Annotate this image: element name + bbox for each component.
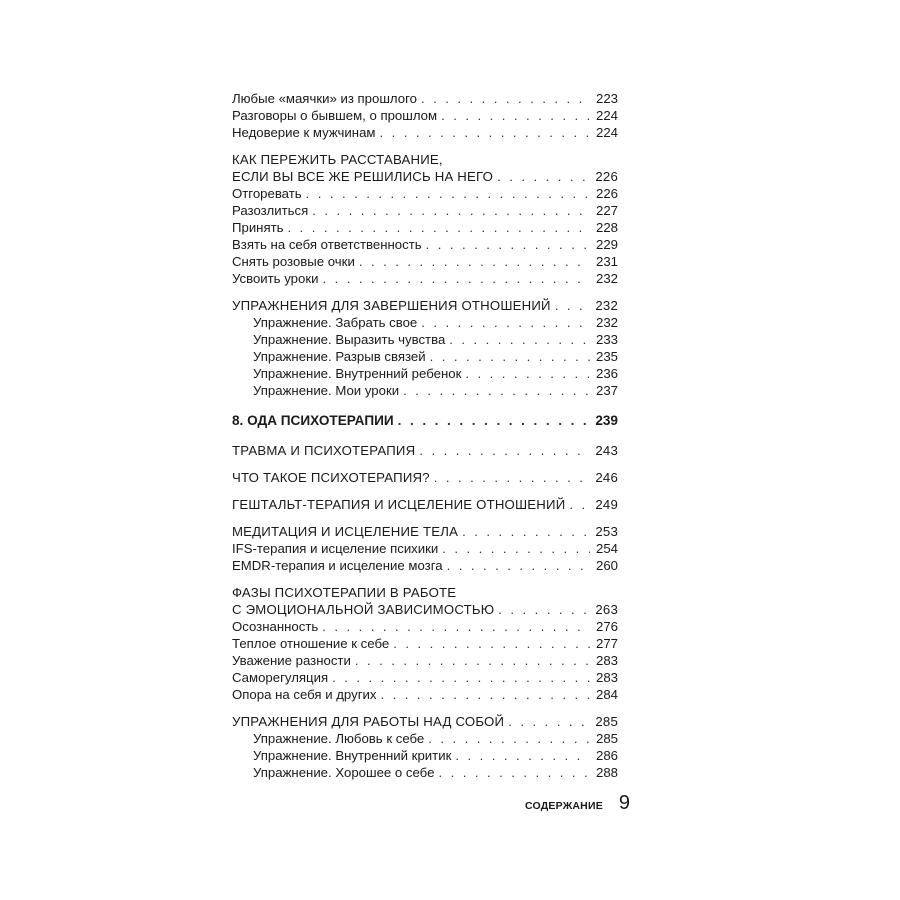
- toc-entry[interactable]: [232, 713, 618, 730]
- toc-page-number: 284: [595, 687, 618, 702]
- toc-entry[interactable]: [232, 652, 618, 669]
- toc-page-number: 286: [595, 748, 618, 763]
- toc-entry-title: Разозлиться: [232, 203, 309, 218]
- toc-entry-title: Упражнение. Забрать свое: [253, 315, 418, 330]
- toc-entry[interactable]: [232, 496, 618, 513]
- toc-page-number: 260: [595, 558, 618, 573]
- section-spacer: [232, 429, 618, 442]
- dot-leader: [288, 219, 590, 236]
- toc-entry-title: Взять на себя ответственность: [232, 237, 422, 252]
- toc-page-number: 235: [595, 349, 618, 364]
- dot-leader: [442, 540, 590, 557]
- toc-subentry[interactable]: [232, 747, 618, 764]
- toc-entry-title: EMDR-терапия и исцеление мозга: [232, 558, 443, 573]
- toc-page-number: 283: [595, 653, 618, 668]
- toc-entry-title: ЧТО ТАКОЕ ПСИХОТЕРАПИЯ?: [232, 470, 430, 485]
- toc-entry-title: УПРАЖНЕНИЯ ДЛЯ ЗАВЕРШЕНИЯ ОТНОШЕНИЙ: [232, 298, 551, 313]
- toc-entry-title: МЕДИТАЦИЯ И ИСЦЕЛЕНИЕ ТЕЛА: [232, 524, 459, 539]
- dot-leader: [455, 747, 590, 764]
- toc-entry-title: Осознанность: [232, 619, 319, 634]
- toc-page-number: 229: [595, 237, 618, 252]
- toc-page-number: 224: [595, 108, 618, 123]
- toc-page-number: 254: [595, 541, 618, 556]
- dot-leader: [434, 469, 590, 486]
- toc-page-number: 232: [595, 315, 618, 330]
- toc-entry-title: Упражнение. Хорошее о себе: [253, 765, 435, 780]
- toc-page-number: 233: [595, 332, 618, 347]
- toc-entry-title: УПРАЖНЕНИЯ ДЛЯ РАБОТЫ НАД СОБОЙ: [232, 714, 505, 729]
- toc-subentry[interactable]: [232, 764, 618, 781]
- dot-leader: [393, 635, 590, 652]
- toc-page-number: 226: [595, 169, 618, 184]
- toc-entry[interactable]: [232, 635, 618, 652]
- page-number: 9: [618, 792, 631, 814]
- toc-entry-title: Упражнение. Внутренний критик: [253, 748, 452, 763]
- section-spacer: [232, 141, 618, 151]
- toc-subentry[interactable]: [232, 730, 618, 747]
- running-head: СОДЕРЖАНИЕ: [525, 800, 603, 812]
- toc-entry[interactable]: [232, 618, 618, 635]
- dot-leader: [449, 331, 590, 348]
- toc-page-number: 224: [595, 125, 618, 140]
- dot-leader: [555, 297, 590, 314]
- dot-leader: [355, 652, 590, 669]
- toc-entry-title: Отгоревать: [232, 186, 302, 201]
- dot-leader: [332, 669, 590, 686]
- toc-entry[interactable]: [232, 686, 618, 703]
- toc-page-number: 231: [595, 254, 618, 269]
- toc-page-number: 288: [595, 765, 618, 780]
- toc-entry-title: Упражнение. Мои уроки: [253, 383, 400, 398]
- dot-leader: [569, 496, 590, 513]
- dot-leader: [465, 365, 590, 382]
- section-spacer: [232, 399, 618, 412]
- dot-leader: [403, 382, 590, 399]
- toc-entry[interactable]: [232, 442, 618, 459]
- dot-leader: [447, 557, 590, 574]
- toc-subentry[interactable]: [232, 365, 618, 382]
- dot-leader: [379, 124, 590, 141]
- dot-leader: [306, 185, 590, 202]
- toc-entry[interactable]: [232, 557, 618, 574]
- toc-subentry[interactable]: [232, 314, 618, 331]
- section-spacer: [232, 287, 618, 297]
- toc-entry[interactable]: [232, 469, 618, 486]
- toc-entry-title: 8. ОДА ПСИХОТЕРАПИИ: [232, 413, 394, 428]
- toc-entry-title: IFS-терапия и исцеление психики: [232, 541, 439, 556]
- toc-subentry[interactable]: [232, 331, 618, 348]
- dot-leader: [322, 618, 590, 635]
- toc-page-number: 232: [595, 271, 618, 286]
- toc-entry[interactable]: [232, 202, 618, 219]
- toc-page-number: 226: [595, 186, 618, 201]
- toc-entry[interactable]: [232, 185, 618, 202]
- toc-subentry[interactable]: [232, 382, 618, 399]
- toc-page-number: 249: [595, 497, 618, 512]
- toc-entry-title: Саморегуляция: [232, 670, 329, 685]
- toc-entry-title: Упражнение. Выразить чувства: [253, 332, 446, 347]
- toc-entry[interactable]: [232, 219, 618, 236]
- toc-page-number: 239: [595, 413, 618, 428]
- toc-page-number: 253: [595, 524, 618, 539]
- toc-page-number: 223: [595, 91, 618, 106]
- toc-page-number: 283: [595, 670, 618, 685]
- toc-page-number: 285: [595, 731, 618, 746]
- toc-heading-line: КАК ПЕРЕЖИТЬ РАССТАВАНИЕ,: [232, 152, 443, 167]
- section-spacer: [232, 486, 618, 496]
- toc-entry[interactable]: [232, 124, 618, 141]
- toc-entry-title: Упражнение. Любовь к себе: [253, 731, 425, 746]
- table-of-contents: [232, 90, 618, 781]
- toc-page-number: 243: [595, 443, 618, 458]
- toc-entry[interactable]: [232, 297, 618, 314]
- toc-page-number: 276: [595, 619, 618, 634]
- toc-heading-line: ФАЗЫ ПСИХОТЕРАПИИ В РАБОТЕ: [232, 585, 457, 600]
- toc-entry-title: С ЭМОЦИОНАЛЬНОЙ ЗАВИСИМОСТЬЮ: [232, 602, 495, 617]
- toc-entry-title: ТРАВМА И ПСИХОТЕРАПИЯ: [232, 443, 416, 458]
- toc-entry[interactable]: [232, 236, 618, 253]
- toc-entry[interactable]: [232, 90, 618, 107]
- toc-entry-title: ЕСЛИ ВЫ ВСЕ ЖЕ РЕШИЛИСЬ НА НЕГО: [232, 169, 494, 184]
- toc-page-number: 227: [595, 203, 618, 218]
- toc-entry-title: Теплое отношение к себе: [232, 636, 390, 651]
- dot-leader: [419, 442, 590, 459]
- toc-entry-title: Принять: [232, 220, 284, 235]
- toc-entry-title: Опора на себя и других: [232, 687, 377, 702]
- toc-subentry[interactable]: [232, 348, 618, 365]
- dot-leader: [421, 314, 590, 331]
- dot-leader: [398, 412, 590, 429]
- toc-entry[interactable]: [232, 540, 618, 557]
- toc-entry[interactable]: [232, 253, 618, 270]
- toc-entry[interactable]: [232, 270, 618, 287]
- toc-entry-title: Упражнение. Внутренний ребенок: [253, 366, 462, 381]
- dot-leader: [428, 730, 590, 747]
- dot-leader: [426, 236, 590, 253]
- toc-page-number: 277: [595, 636, 618, 651]
- toc-entry[interactable]: [232, 669, 618, 686]
- toc-chapter-entry[interactable]: [232, 412, 618, 429]
- toc-page-number: 237: [595, 383, 618, 398]
- toc-entry-title: Любые «маячки» из прошлого: [232, 91, 417, 106]
- dot-leader: [359, 253, 590, 270]
- toc-entry-title: Недоверие к мужчинам: [232, 125, 376, 140]
- toc-entry-title: ГЕШТАЛЬТ-ТЕРАПИЯ И ИСЦЕЛЕНИЕ ОТНОШЕНИЙ: [232, 497, 566, 512]
- section-spacer: [232, 703, 618, 713]
- toc-entry[interactable]: [232, 523, 618, 540]
- dot-leader: [508, 713, 590, 730]
- toc-entry-title: Упражнение. Разрыв связей: [253, 349, 426, 364]
- toc-page-number: 232: [595, 298, 618, 313]
- toc-entry[interactable]: [232, 107, 618, 124]
- page-footer: [525, 792, 630, 815]
- dot-leader: [322, 270, 590, 287]
- toc-entry-title: Усвоить уроки: [232, 271, 319, 286]
- toc-entry[interactable]: [232, 168, 618, 185]
- toc-entry[interactable]: [232, 601, 618, 618]
- toc-page-number: 285: [595, 714, 618, 729]
- toc-page-number: 263: [595, 602, 618, 617]
- toc-page-number: 228: [595, 220, 618, 235]
- dot-leader: [441, 107, 590, 124]
- dot-leader: [462, 523, 590, 540]
- toc-entry-title: Разговоры о бывшем, о прошлом: [232, 108, 438, 123]
- dot-leader: [380, 686, 590, 703]
- dot-leader: [430, 348, 590, 365]
- dot-leader: [312, 202, 590, 219]
- toc-entry-title: Уважение разности: [232, 653, 351, 668]
- toc-entry-title: Снять розовые очки: [232, 254, 355, 269]
- dot-leader: [421, 90, 590, 107]
- dot-leader: [438, 764, 590, 781]
- dot-leader: [498, 601, 590, 618]
- dot-leader: [497, 168, 590, 185]
- toc-page-number: 246: [595, 470, 618, 485]
- toc-page-number: 236: [595, 366, 618, 381]
- section-spacer: [232, 574, 618, 584]
- section-spacer: [232, 459, 618, 469]
- section-spacer: [232, 513, 618, 523]
